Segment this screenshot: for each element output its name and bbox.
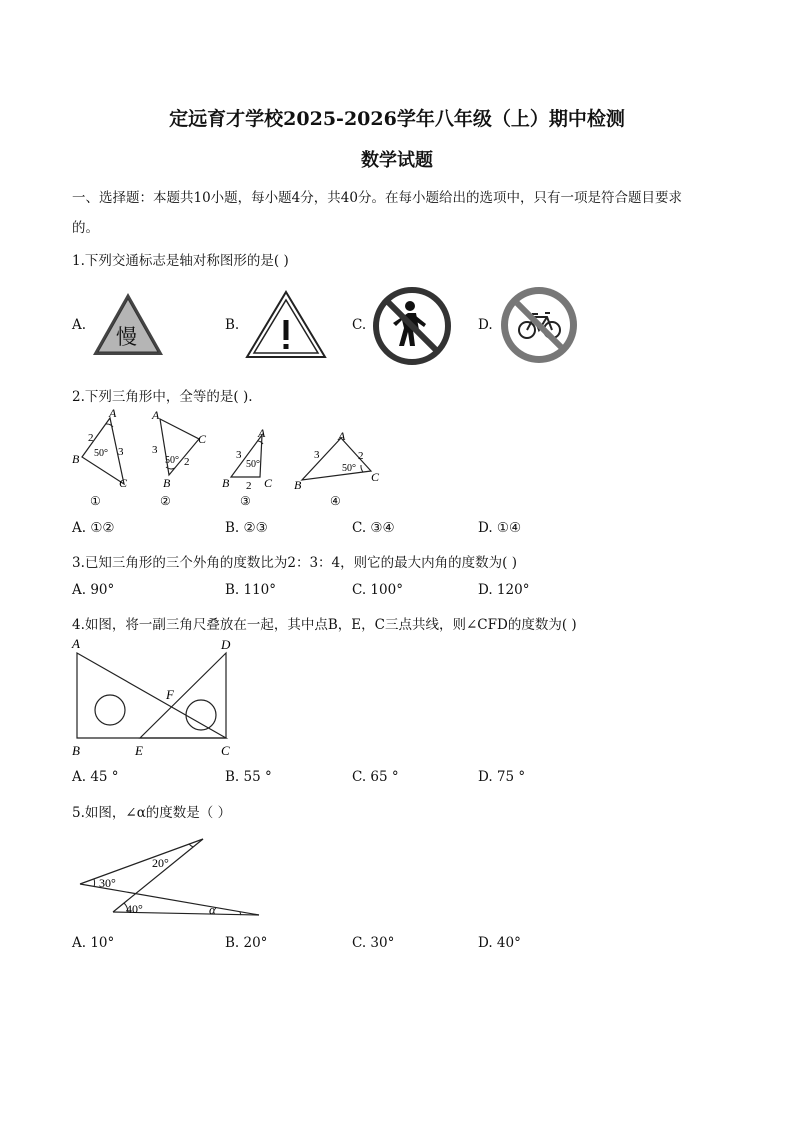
question-5-stem: 5.如图，∠α的度数是（ ）	[72, 805, 232, 821]
t4-label-a: A	[338, 429, 346, 443]
q4-label-e: E	[135, 743, 143, 758]
t3-label-b: B	[222, 476, 230, 490]
q5-option-d[interactable]: D. 40°	[478, 935, 521, 951]
q4-label-a: A	[72, 636, 80, 651]
q5-angle-20: 20°	[152, 856, 169, 870]
q4-label-b: B	[72, 743, 80, 758]
q4-option-c[interactable]: C. 65 °	[352, 769, 399, 785]
warning-sign-icon	[245, 290, 327, 360]
t4-side: 3	[314, 449, 320, 461]
section-instructions-line1: 一、选择题：本题共10小题，每小题4分，共40分。在每小题给出的选项中，只有一项是符合题目要求	[72, 190, 682, 206]
q5-angles-figure	[72, 832, 272, 924]
q1-option-a[interactable]: A.	[72, 317, 87, 333]
fig-label-4: ④	[330, 494, 341, 508]
fig-label-2: ②	[160, 494, 171, 508]
q3-option-d[interactable]: D. 120°	[478, 582, 530, 598]
question-3-stem: 3.已知三角形的三个外角的度数比为2：3：4，则它的最大内角的度数为( )	[72, 555, 517, 571]
t2-label-a: A	[152, 408, 160, 422]
question-1-stem: 1.下列交通标志是轴对称图形的是( )	[72, 253, 289, 269]
t4-angle: 50°	[342, 463, 356, 474]
q5-angle-alpha: α	[209, 902, 216, 917]
t4-side2: 2	[358, 450, 364, 462]
q3-option-c[interactable]: C. 100°	[352, 582, 403, 598]
q4-option-a[interactable]: A. 45 °	[72, 769, 119, 785]
t1-side2: 3	[118, 446, 124, 458]
t1-side: 2	[88, 432, 94, 444]
q4-label-d: D	[221, 637, 231, 652]
t3-side2: 2	[246, 480, 252, 492]
t3-angle: 50°	[246, 459, 260, 470]
no-bicycle-sign-icon	[498, 284, 580, 366]
q4-label-f: F	[166, 687, 174, 702]
q5-option-b[interactable]: B. 20°	[225, 935, 268, 951]
q5-option-a[interactable]: A. 10°	[72, 935, 115, 951]
t3-label-c: C	[264, 476, 273, 490]
triangle-2	[160, 419, 199, 475]
q1-option-d[interactable]: D.	[478, 317, 493, 333]
q1-option-b[interactable]: B.	[225, 317, 240, 333]
q4-option-b[interactable]: B. 55 °	[225, 769, 272, 785]
q2-option-b[interactable]: B. ②③	[225, 520, 268, 536]
q5-angle-40: 40°	[126, 902, 143, 916]
t2-side2: 2	[184, 456, 190, 468]
q2-triangles-figure	[68, 405, 398, 515]
question-2-stem: 2.下列三角形中，全等的是( ).	[72, 389, 253, 405]
fig-label-3: ③	[240, 494, 251, 508]
q1-option-c[interactable]: C.	[352, 317, 367, 333]
slow-sign-text: 慢	[116, 325, 137, 349]
q4-set-squares-figure	[68, 636, 243, 764]
t2-side: 3	[152, 444, 158, 456]
q4-label-c: C	[221, 743, 230, 758]
t1-angle: 50°	[94, 448, 108, 459]
question-4-stem: 4.如图，将一副三角尺叠放在一起，其中点B，E，C三点共线，则∠CFD的度数为( )	[72, 617, 577, 633]
t3-label-a: A	[258, 426, 266, 440]
t2-angle: 50°	[165, 455, 179, 466]
t4-label-b: B	[294, 478, 302, 492]
q5-option-c[interactable]: C. 30°	[352, 935, 395, 951]
t4-label-c: C	[371, 470, 380, 484]
q3-option-a[interactable]: A. 90°	[72, 582, 115, 598]
q4-option-d[interactable]: D. 75 °	[478, 769, 526, 785]
page-subtitle: 数学试题	[361, 150, 433, 171]
page-title: 定远育才学校2025-2026学年八年级（上）期中检测	[169, 108, 625, 130]
t2-label-c: C	[198, 432, 207, 446]
q2-option-a[interactable]: A. ①②	[72, 520, 115, 536]
q5-angle-30: 30°	[99, 876, 116, 890]
t1-label-b: B	[72, 452, 80, 466]
q2-option-d[interactable]: D. ①④	[478, 520, 522, 536]
fig-label-1: ①	[90, 494, 101, 508]
t1-label-a: A	[109, 406, 117, 420]
section-instructions-line2: 的。	[72, 220, 99, 236]
t2-label-b: B	[163, 476, 171, 490]
no-pedestrian-sign-icon	[372, 286, 452, 366]
t3-side: 3	[236, 449, 242, 461]
q2-option-c[interactable]: C. ③④	[352, 520, 395, 536]
q3-option-b[interactable]: B. 110°	[225, 582, 277, 598]
t1-label-c: C	[119, 476, 128, 490]
